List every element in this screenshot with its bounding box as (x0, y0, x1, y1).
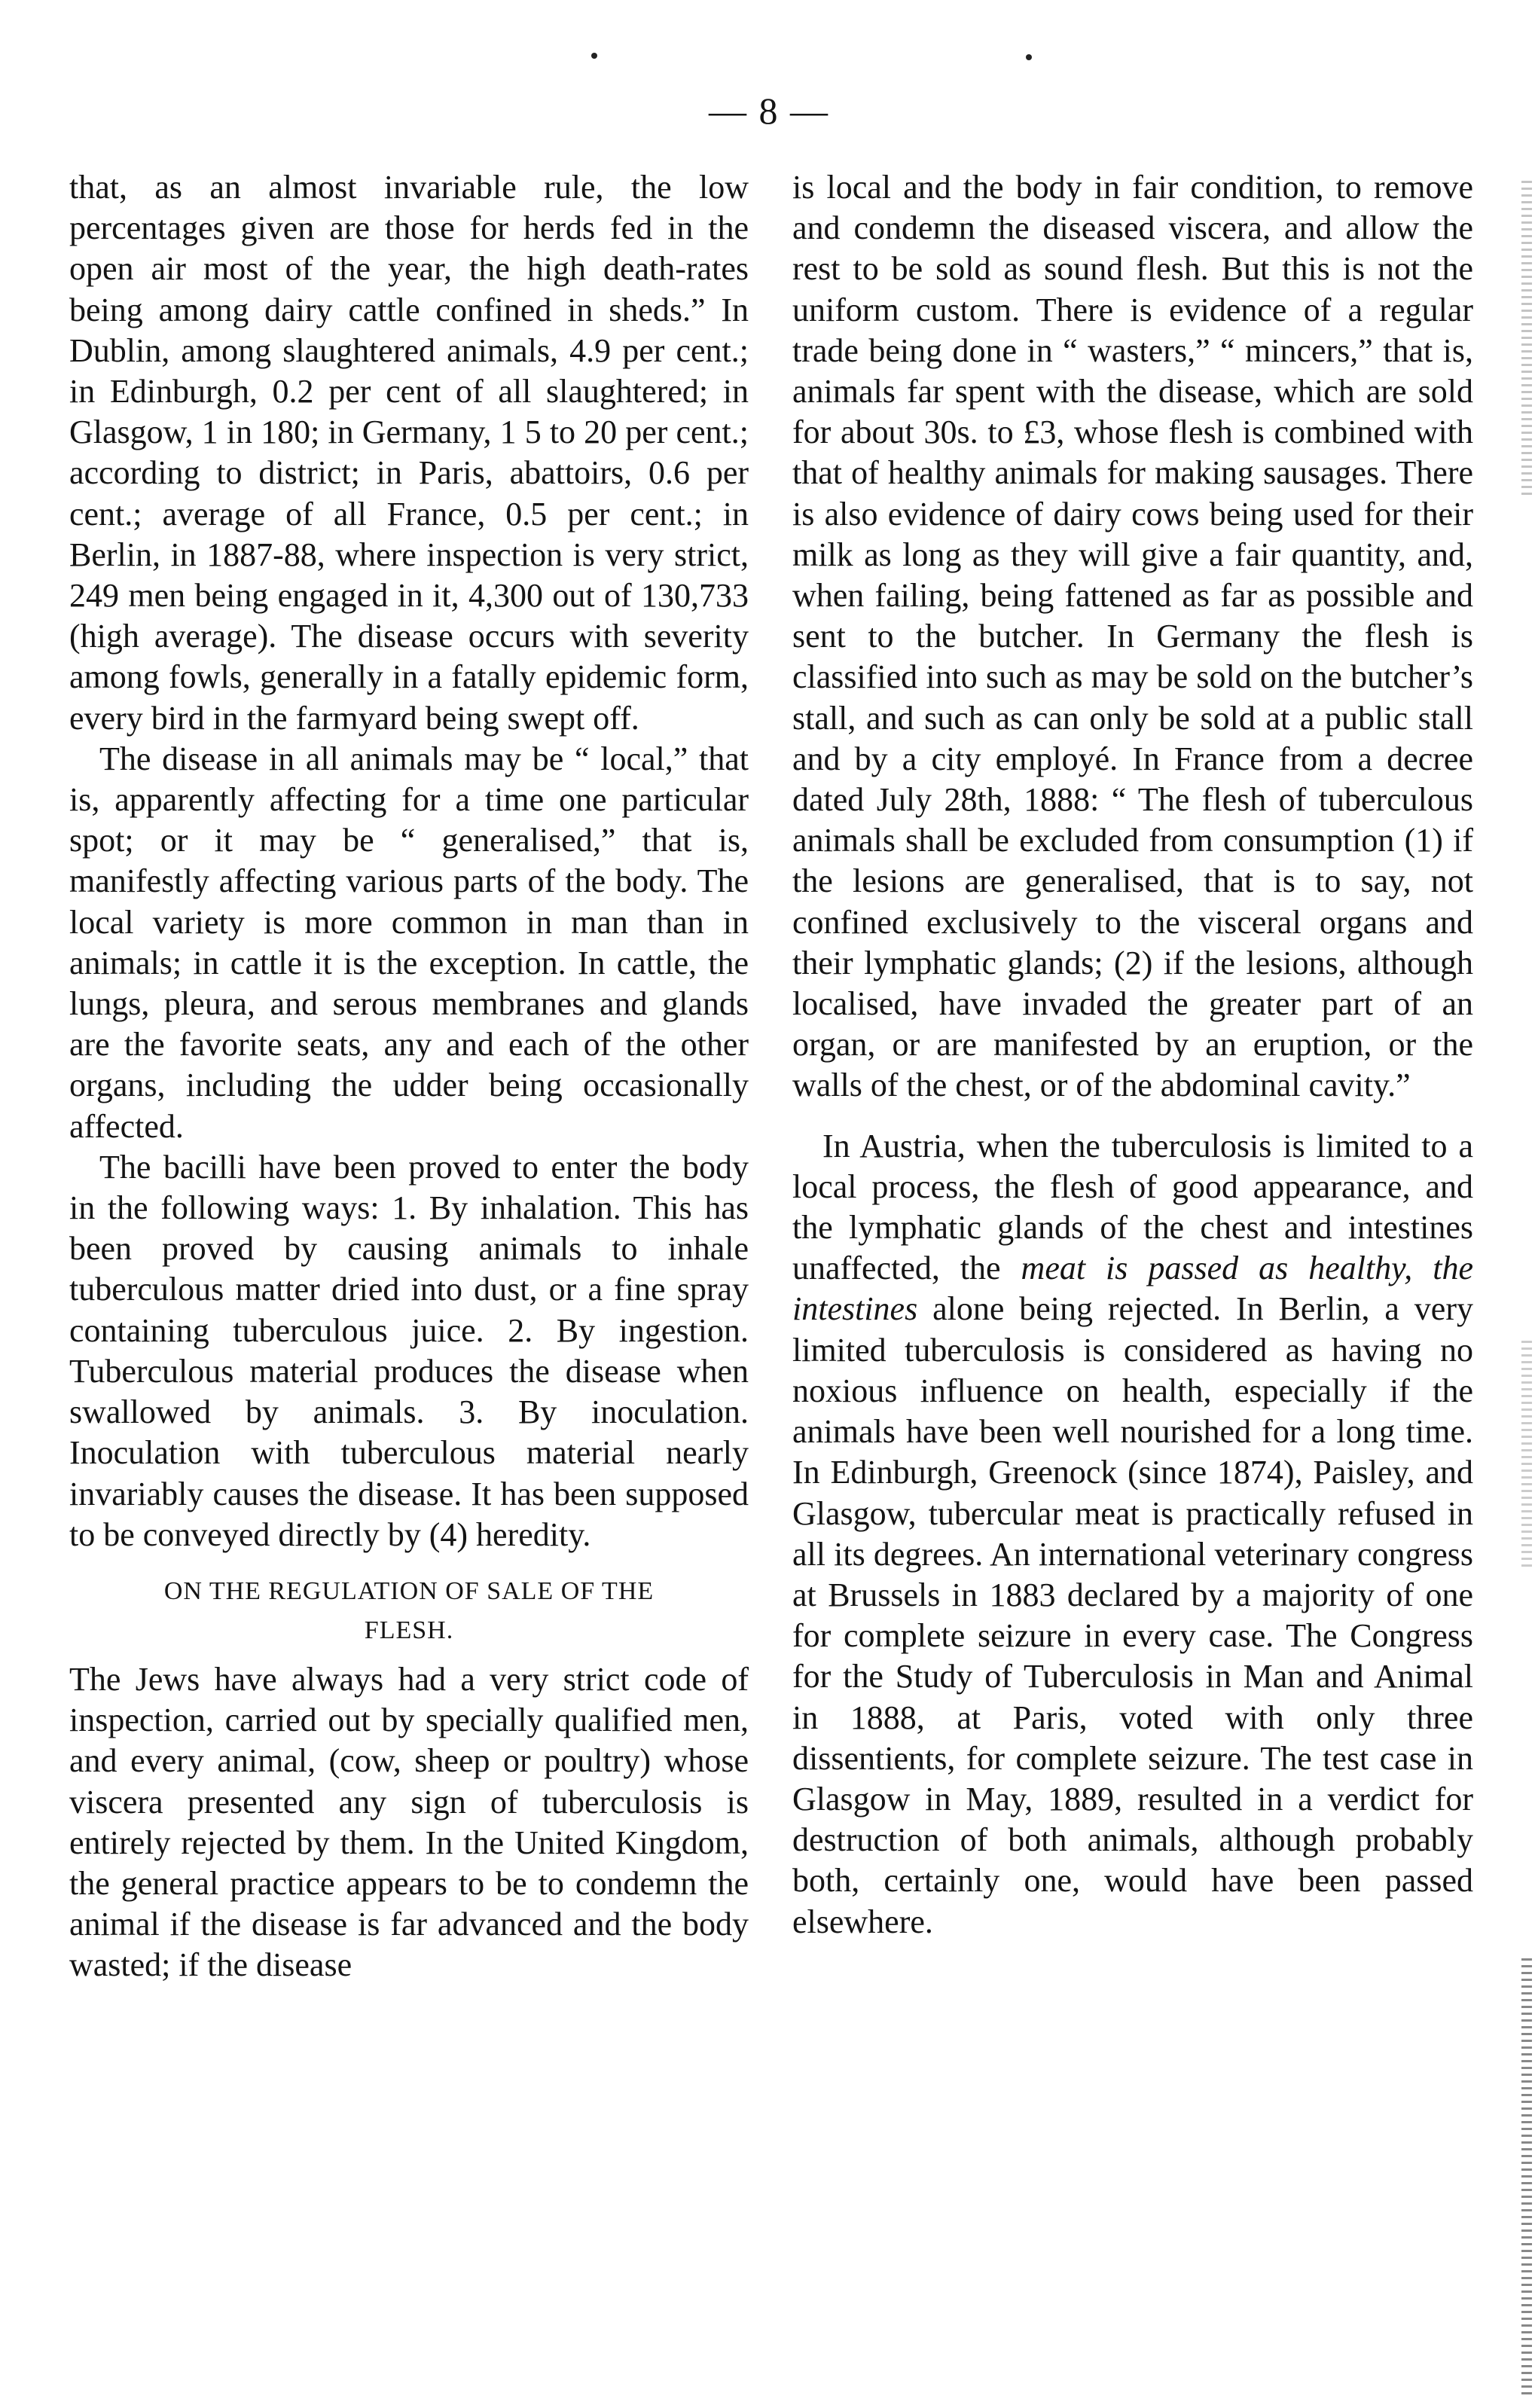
left-paragraph-4: The Jews have always had a very strict code of inspection, carried out by specially qualified men, and every animal, (cow, sheep or poultry) whose viscera presented any sign of tuberculosis is entirely rejected by them. In the United Kingdom, the general practice appears to be to condemn the animal if the disease is far advanced and the body wasted; if the disease (69, 1660, 749, 1984)
right-paragraph-2-italic: meat is passed as healthy, the intestines (792, 1250, 1473, 1328)
right-column (792, 167, 1473, 1943)
left-paragraph-1: that, as an almost invariable rule, the low percentages given are those for herds fed in the open air most of the year, the high death-rates being among dairy cattle confined in sheds.” In Dublin, among slaughtered animals, 4.9 per cent.; in Edinburgh, 0.2 per cent of all slaughtered; in Glasgow, 1 in 180; in Germany, 1 5 to 20 per cent.; according to district; in Paris, abattoirs, 0.6 per cent.; average of all France, 0.5 per cent.; in Berlin, in 1887-88, where inspection is very strict, 249 men being engaged in it, 4,300 out of 130,733 (high average). The disease occurs with severity among fowls, generally in a fatally epidemic form, every bird in the farmyard being swept off. (69, 169, 749, 737)
right-paragraph-1: is local and the body in fair condition, to remove and condemn the diseased viscera, and allow the rest to be sold as sound flesh. But this is not the uniform custom. There is evidence of a regular trade being done in “ wasters,” “ mincers,” that is, animals far spent with the disease, which are sold for about 30s. to £3, whose flesh is combined with that of healthy animals for making sausages. There is also evidence of dairy cows being used for their milk as long as they will give a fair quantity, and, when failing, being fattened as far as possible and sent to the butcher. In Germany the flesh is classified into such as may be sold on the butcher’s stall, and such as can only be sold at a public stall and by a city employé. In France from a decree dated July 28th, 1888: “ The flesh of tuberculous animals shall be excluded from consumption (1) if the lesions are generalised, that is to say, not confined exclusively to the visceral organs and their lymphatic glands; (2) if the lesions, although localised, have invaded the greater part of an organ, or are manifested by an eruption, or the walls of the chest, or of the abdominal cavity.” (792, 169, 1473, 1104)
right-paragraph-2-start: In Austria, when the tuberculosis is limited to a local process, the flesh of good appearance, and the lymphatic glands of the chest and intestines unaffected, the (792, 1127, 1473, 1287)
left-paragraph-2: The disease in all animals may be “ local,” that is, apparently affecting for a time one particular spot; or it may be “ generalised,” that is, manifestly affecting various parts of the body. The local variety is more common in man than in animals; in cattle it is the exception. In cattle, the lungs, pleura, and serous membranes and glands are the favorite seats, any and each of the other organs, including the udder being occasionally affected. (69, 740, 749, 1145)
scan-edge-artifact (1521, 1958, 1532, 2395)
page-number: — 8 — (709, 90, 829, 132)
section-heading-line-2: FLESH. (364, 1616, 454, 1644)
right-paragraph-2-end: alone being rejected. In Berlin, a very limited tuberculosis is considered as having no noxious influence on health, especially if the animals have been well nourished for a long time. In Edinburgh, Greenock (since 1874), Paisley, and Glasgow, tubercular meat is practically refused in all its degrees. An international veterinary congress at Brussels in 1883 declared by a majority of one for complete seizure in every case. The Congress for the Study of Tuberculosis in Man and Animal in 1888, at Paris, voted with only three dissentients, for complete seizure. The test case in Glasgow in May, 1889, resulted in a verdict for destruction of both animals, although probably both, certainly one, would have been passed elsewhere. (792, 1290, 1473, 1940)
scan-speck (591, 53, 597, 59)
scan-edge-artifact (1521, 1341, 1532, 1567)
paragraph-gap (792, 1106, 1473, 1126)
section-heading (69, 1572, 749, 1650)
left-paragraph-3: The bacilli have been proved to enter the body in the following ways: 1. By inhalation. This has been proved by causing animals to inhale tuberculous matter dried into dust, or a fine spray containing tuberculous juice. 2. By ingestion. Tuberculous material produces the disease when swallowed by animals. 3. By inoculation. Inoculation with tuberculous material nearly invariably causes the disease. It has been supposed to be conveyed directly by (4) heredity. (69, 1148, 749, 1553)
right-paragraph-2 (792, 1126, 1473, 1943)
left-column (69, 167, 749, 1986)
scan-speck (1026, 54, 1032, 60)
scan-edge-artifact (1521, 181, 1532, 497)
section-heading-line-1: ON THE REGULATION OF SALE OF THE (163, 1576, 655, 1605)
